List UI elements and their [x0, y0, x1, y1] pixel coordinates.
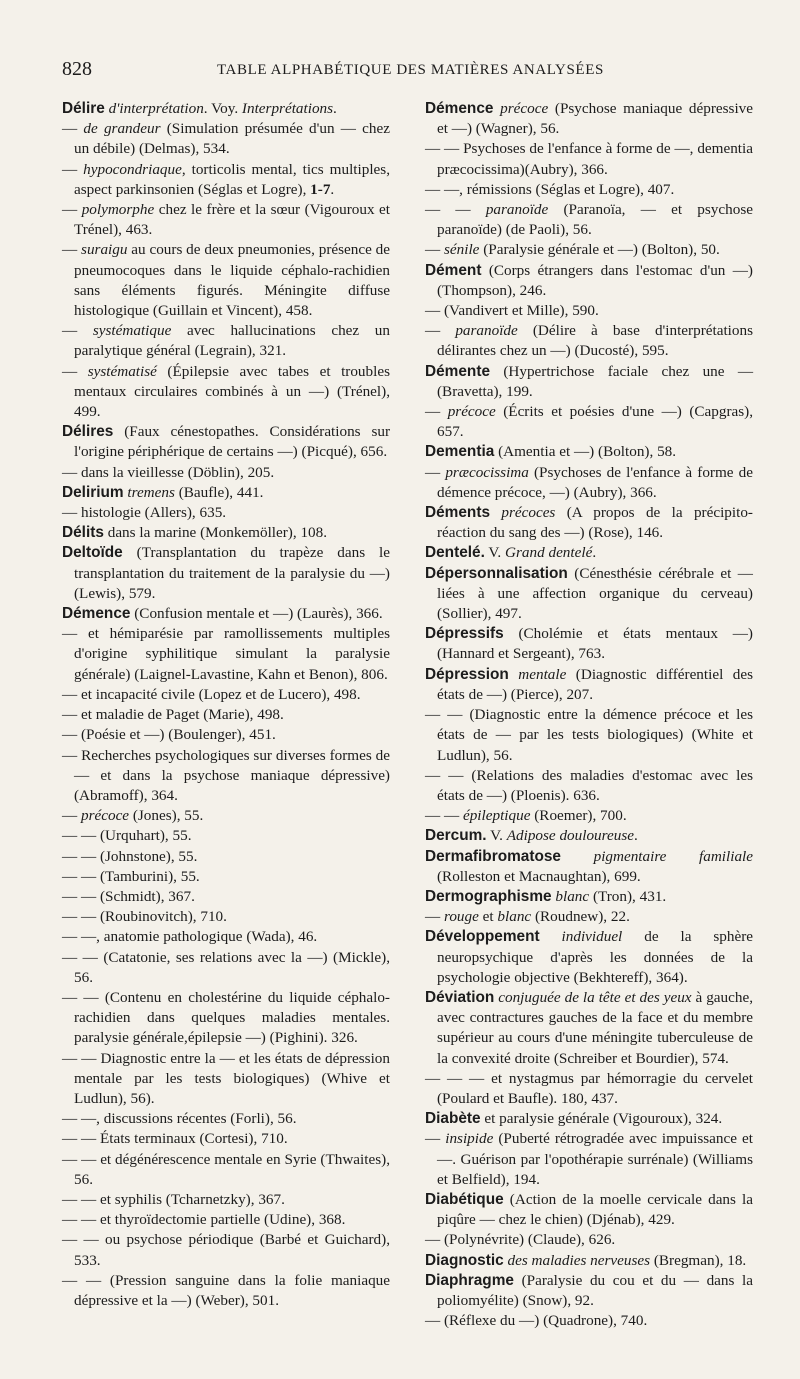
index-entry	[425, 240, 753, 260]
entry-text: V. Adipose douloureuse.	[490, 827, 638, 845]
index-entry	[425, 1190, 753, 1230]
index-entry	[425, 1251, 753, 1271]
index-entry	[425, 1311, 753, 1331]
entry-text: — — États terminaux (Cortesi), 710.	[62, 1130, 288, 1148]
index-entry	[425, 1230, 753, 1250]
index-entry	[425, 503, 753, 543]
entry-text: — de grandeur (Simulation présumée d'un — chez un débile) (Delmas), 534.	[62, 120, 391, 158]
entry-text: — —, rémissions (Séglas et Logre), 407.	[425, 180, 675, 198]
entry-headword: Dementia	[425, 443, 495, 461]
index-entry	[425, 180, 753, 200]
entry-text: (Cholémie et états mentaux —) (Hannard et Sergeant), 763.	[437, 625, 753, 663]
index-entry	[425, 543, 753, 563]
entry-text: d'interprétation. Voy. Interprétations.	[108, 100, 337, 117]
index-entry	[425, 442, 753, 462]
entry-text: — — et thyroïdectomie partielle (Udine), 368.	[62, 1211, 346, 1229]
index-entry	[425, 200, 753, 240]
index-entry	[62, 705, 390, 725]
entry-headword: Dément	[425, 261, 482, 279]
index-entry	[62, 826, 390, 846]
entry-text: — (Vandivert et Mille), 590.	[425, 302, 599, 320]
index-entry	[62, 806, 390, 826]
entry-text: — —, anatomie pathologique (Wada), 46.	[62, 928, 318, 946]
index-entry	[62, 948, 390, 988]
entry-text: pigmentaire familiale (Rolleston et Macnaughtan), 699.	[437, 847, 754, 885]
entry-headword: Diaphragme	[425, 1271, 514, 1289]
entry-text: — dans la vieillesse (Döblin), 205.	[62, 463, 275, 481]
entry-text: — — (Tamburini), 55.	[62, 867, 200, 885]
entry-headword: Dépressifs	[425, 625, 504, 643]
entry-text: — — (Catatonie, ses relations avec la —) (Mickle), 56.	[62, 948, 390, 986]
index-entry	[62, 523, 390, 543]
entry-text: (Transplantation du trapèze dans le transplantation du traitement de la paralysie du —) (Lewis), 579.	[74, 544, 390, 602]
entry-text: — systématique avec hallucinations chez un paralytique général (Legrain), 321.	[62, 322, 390, 360]
entry-text: — — épileptique (Roemer), 700.	[425, 807, 627, 825]
index-entry	[425, 665, 753, 705]
index-entry	[425, 887, 753, 907]
index-entry	[425, 321, 753, 361]
index-entry	[62, 119, 390, 159]
index-entry	[62, 321, 390, 361]
entry-text: des maladies nerveuses (Bregman), 18.	[507, 1251, 747, 1269]
entry-text: — histologie (Allers), 635.	[62, 504, 227, 522]
index-entry	[62, 927, 390, 947]
entry-headword: Dermographisme	[425, 887, 552, 905]
entry-headword: Démence	[62, 605, 131, 623]
page-number: 828	[62, 58, 92, 80]
entry-text: — — (Diagnostic entre la démence précoce et les états de — par les tests biologiques) (White et Ludlun), 56.	[425, 706, 753, 764]
entry-text: — — (Relations des maladies d'estomac avec les états de —) (Ploenis). 636.	[425, 766, 753, 804]
entry-text: — — (Schmidt), 367.	[62, 887, 195, 905]
entry-headword: Délires	[62, 423, 114, 441]
entry-text: — —, discussions récentes (Forli), 56.	[62, 1110, 297, 1128]
index-entry	[62, 1129, 390, 1149]
entry-text: — sénile (Paralysie générale et —) (Bolton), 50.	[425, 241, 720, 259]
index-entry	[425, 806, 753, 826]
index-entry	[425, 766, 753, 806]
index-entry	[425, 705, 753, 766]
index-entry	[425, 1129, 753, 1190]
index-entry	[62, 422, 390, 462]
entry-text: — et incapacité civile (Lopez et de Lucero), 498.	[62, 685, 361, 703]
index-entry	[62, 99, 390, 119]
index-entry	[62, 160, 390, 200]
entry-headword: Diagnostic	[425, 1251, 504, 1269]
entry-text: mentale (Diagnostic différentiel des états de —) (Pierce), 207.	[437, 665, 753, 703]
entry-text: — — Psychoses de l'enfance à forme de —, dementia præcocissima)(Aubry), 366.	[425, 140, 753, 178]
entry-headword: Délire	[62, 100, 105, 117]
index-entry	[62, 887, 390, 907]
entry-headword: Développement	[425, 928, 540, 946]
entry-text: — précoce (Jones), 55.	[62, 807, 204, 825]
index-entry	[425, 907, 753, 927]
right-column	[425, 99, 753, 1331]
index-entry	[425, 624, 753, 664]
entry-text: (Cénesthésie cérébrale et — liées à une affection organique du cerveau) (Sollier), 497.	[437, 564, 753, 623]
entry-text: blanc (Tron), 431.	[555, 887, 667, 905]
entry-text: (Hypertrichose faciale chez une — (Bravetta), 199.	[437, 362, 754, 400]
entry-text: — — (Contenu en cholestérine du liquide céphalo-rachidien dans quelques maladies mentales. paralysie générale,épilepsie —) (Pighini). 326.	[62, 988, 390, 1047]
entry-text: — rouge et blanc (Roudnew), 22.	[425, 908, 630, 926]
index-entry	[62, 463, 390, 483]
left-column	[62, 99, 390, 1311]
entry-headword: Dermafibromatose	[425, 847, 561, 865]
index-entry	[62, 725, 390, 745]
index-entry	[62, 624, 390, 685]
index-entry	[62, 746, 390, 807]
entry-headword: Delirium	[62, 483, 124, 501]
entry-headword: Dépression	[425, 665, 509, 683]
index-entry	[425, 402, 753, 442]
entry-text: — — (Roubinovitch), 710.	[62, 908, 227, 926]
index-entry	[62, 604, 390, 624]
entry-text: — — ou psychose périodique (Barbé et Guichard), 533.	[62, 1231, 390, 1269]
entry-text: — et hémiparésie par ramollissements multiples d'origine syphilitique simulant la paralysie générale) (Laignel-Lavastine, Kahn et Benon), 806.	[62, 625, 390, 683]
entry-text: — hypocondriaque, torticolis mental, tics multiples, aspect parkinsonien (Séglas et Logre), 1-7.	[62, 160, 390, 198]
entry-text: — suraigu au cours de deux pneumonies, présence de pneumocoques dans le liquide céphalo-rachidien sans éléments figurés. Méningite diffuse histologique (Guillain et Vincent), 458.	[62, 241, 391, 320]
index-entry	[62, 240, 390, 321]
entry-text: — et maladie de Paget (Marie), 498.	[62, 706, 284, 724]
index-entry	[62, 1190, 390, 1210]
index-entry	[425, 988, 753, 1069]
entry-text: — polymorphe chez le frère et la sœur (Vigouroux et Trénel), 463.	[62, 201, 391, 239]
entry-text: — — (Johnstone), 55.	[62, 847, 198, 865]
entry-text: — — (Urquhart), 55.	[62, 827, 192, 845]
entry-headword: Démence	[425, 100, 494, 117]
index-entry	[425, 927, 753, 988]
page-header	[62, 58, 752, 84]
entry-text: (Amentia et —) (Bolton), 58.	[498, 443, 677, 461]
index-entry	[425, 301, 753, 321]
entry-text: (Corps étrangers dans l'estomac d'un —) (Thompson), 246.	[437, 261, 753, 299]
entry-text: (Confusion mentale et —) (Laurès), 366.	[134, 605, 383, 623]
entry-headword: Diabétique	[425, 1190, 504, 1208]
index-entry	[62, 867, 390, 887]
index-entry	[425, 1271, 753, 1311]
entry-headword: Dentelé.	[425, 544, 485, 562]
index-entry	[62, 1109, 390, 1129]
entry-text: — — Diagnostic entre la — et les états de dépression mentale par les tests biologiques) (Whive et Ludlun), 56).	[62, 1049, 390, 1107]
index-entry	[62, 847, 390, 867]
entry-text: précoces (A propos de la précipito-réaction du sang des —) (Rose), 146.	[437, 504, 753, 542]
entry-text: conjuguée de la tête et des yeux à gauche, avec contractures gauches de la face et du membre supérieur au cours d'une méningite tuberculeuse de la convexité droite (Schreiber et Bourdier), 574.	[437, 988, 753, 1067]
entry-text: — (Poésie et —) (Boulenger), 451.	[62, 726, 276, 744]
entry-text: — paranoïde (Délire à base d'interprétations délirantes chez un —) (Ducosté), 595.	[425, 322, 753, 360]
index-entry	[62, 1210, 390, 1230]
index-entry	[62, 1049, 390, 1110]
index-entry	[425, 564, 753, 625]
entry-headword: Dercum.	[425, 827, 487, 845]
running-title: TABLE ALPHABÉTIQUE DES MATIÈRES ANALYSÉES	[217, 62, 604, 78]
entry-text: individuel de la sphère neuropsychique d'après les données de la psychologie objective (Bekhtereff), 364).	[437, 928, 754, 986]
entry-text: V. Grand dentelé.	[488, 544, 597, 562]
entry-text: — præcocissima (Psychoses de l'enfance à forme de démence précoce, —) (Aubry), 366.	[425, 463, 753, 501]
index-entry	[62, 988, 390, 1049]
index-entry	[425, 362, 753, 402]
entry-text: — — paranoïde (Paranoïa, — et psychose paranoïde) (de Paoli), 56.	[425, 201, 753, 239]
entry-text: — systématisé (Épilepsie avec tabes et troubles mentaux circulaires combinés à un —) (Trénel), 499.	[62, 362, 390, 421]
entry-headword: Deltoïde	[62, 544, 123, 562]
entry-headword: Déments	[425, 504, 491, 522]
entry-text: — (Réflexe du —) (Quadrone), 740.	[425, 1312, 648, 1330]
index-entry	[425, 139, 753, 179]
entry-text: — insipide (Puberté rétrogradée avec impuissance et —. Guérison par l'opothérapie surrénale) (Williams et Belfield), 194.	[425, 1130, 753, 1188]
entry-text: — précoce (Écrits et poésies d'une —) (Capgras), 657.	[425, 403, 754, 441]
entry-text: — — et dégénérescence mentale en Syrie (Thwaites), 56.	[62, 1150, 390, 1188]
entry-text: précoce (Psychose maniaque dépressive et —) (Wagner), 56.	[437, 100, 753, 138]
entry-text: — — et syphilis (Tcharnetzky), 367.	[62, 1190, 285, 1208]
index-entry	[62, 543, 390, 604]
entry-headword: Diabète	[425, 1110, 481, 1128]
index-entry	[425, 99, 753, 139]
index-entry	[62, 1150, 390, 1190]
entry-headword: Délits	[62, 524, 104, 542]
index-entry	[425, 847, 753, 887]
index-entry	[425, 1069, 753, 1109]
entry-text: et paralysie générale (Vigouroux), 324.	[484, 1110, 723, 1128]
index-entry	[62, 362, 390, 423]
index-entry	[425, 463, 753, 503]
index-entry	[425, 261, 753, 301]
entry-text: (Paralysie du cou et du — dans la poliomyélite) (Snow), 92.	[437, 1271, 754, 1309]
index-entry	[62, 200, 390, 240]
entry-headword: Dépersonnalisation	[425, 564, 568, 582]
index-entry	[62, 685, 390, 705]
index-entry	[62, 503, 390, 523]
index-entry	[62, 483, 390, 503]
entry-text: dans la marine (Monkemöller), 108.	[107, 524, 328, 542]
entry-text: — — (Pression sanguine dans la folie maniaque dépressive et la —) (Weber), 501.	[62, 1271, 390, 1309]
entry-text: — (Polynévrite) (Claude), 626.	[425, 1231, 616, 1249]
index-entry	[62, 907, 390, 927]
entry-text: — Recherches psychologiques sur diverses formes de — et dans la psychose maniaque dépressive) (Abramoff), 364.	[62, 746, 390, 804]
entry-text: — — — et nystagmus par hémorragie du cervelet (Poulard et Baufle). 180, 437.	[425, 1069, 753, 1107]
index-entry	[425, 826, 753, 846]
index-entry	[62, 1271, 390, 1311]
entry-headword: Déviation	[425, 988, 495, 1006]
index-entry	[62, 1230, 390, 1270]
index-entry	[425, 1109, 753, 1129]
entry-text: (Action de la moelle cervicale dans la piqûre — chez le chien) (Djénab), 429.	[437, 1190, 753, 1229]
entry-text: tremens (Baufle), 441.	[127, 483, 264, 501]
entry-text: (Faux cénestopathes. Considérations sur l'origine périphérique de certains —) (Picqué), 656.	[74, 423, 391, 461]
entry-headword: Démente	[425, 362, 491, 380]
